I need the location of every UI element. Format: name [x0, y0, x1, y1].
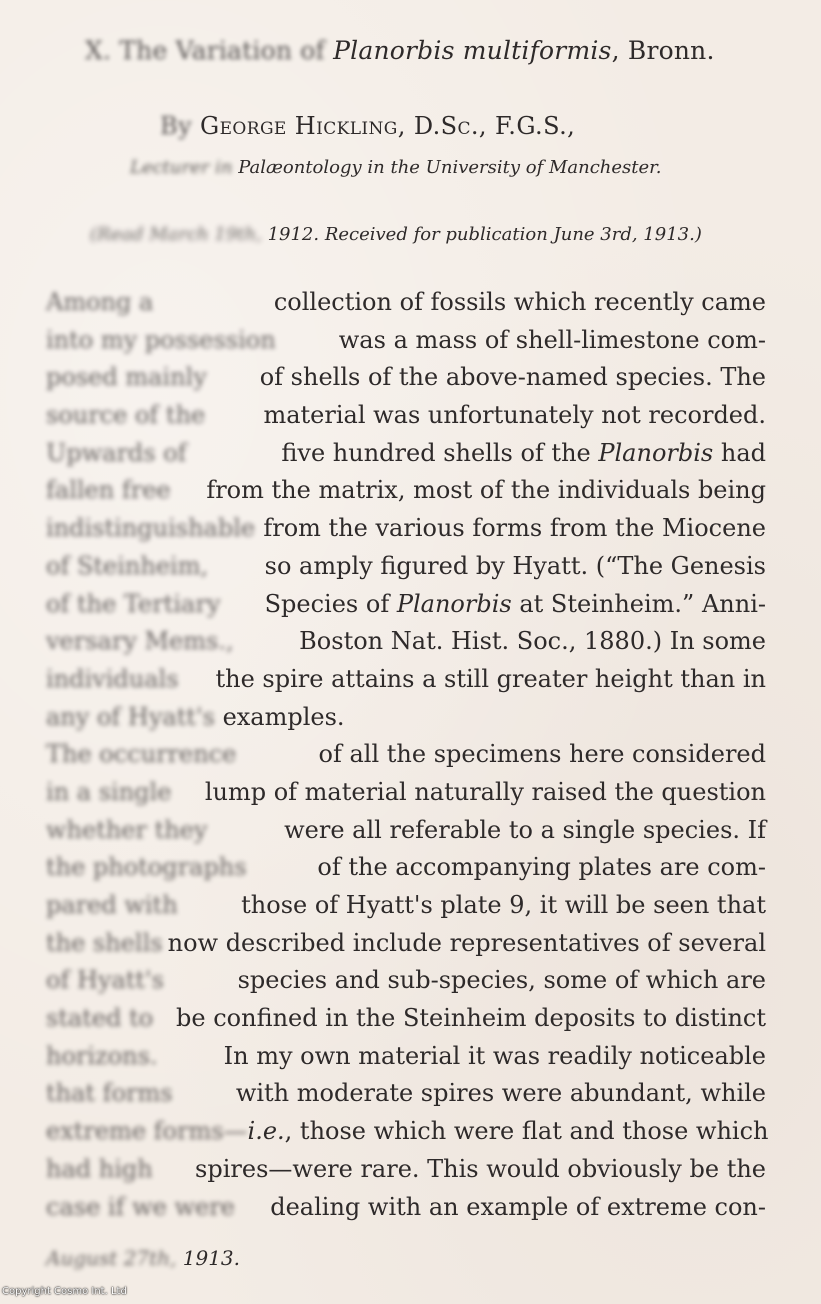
received-prefix: (Read March 19th, — [90, 224, 262, 245]
text-line — [46, 472, 766, 510]
text-line-lead: the photographs — [46, 853, 247, 882]
received-dates — [90, 224, 702, 245]
text-line — [46, 774, 766, 812]
author-prefix: By — [160, 112, 192, 140]
text-line-rest: now described include representatives of several — [167, 928, 766, 957]
spacer — [215, 699, 223, 737]
text-line-rest: collection of fossils which recently came — [273, 288, 766, 316]
text-line — [46, 962, 766, 1000]
text-line-lead: whether they — [46, 815, 208, 844]
text-line — [46, 359, 766, 397]
text-line-lead: stated to — [46, 1004, 154, 1033]
text-line-lead: extreme forms— — [46, 1117, 248, 1146]
text-line-lead: Among a — [46, 288, 154, 316]
text-line-lead: of the Tertiary — [46, 589, 221, 618]
text-line-lead: the shells — [46, 928, 163, 957]
text-line — [46, 1151, 766, 1189]
text-line-rest: from the various forms from the Miocene — [263, 514, 766, 543]
text-line-rest: spires—were rare. This would obviously be the — [195, 1154, 766, 1183]
text-line — [46, 510, 766, 548]
affiliation-rest: Palæontology in the University of Manchester. — [238, 157, 662, 178]
author-name: George Hickling, D.Sc., F.G.S., — [200, 112, 576, 140]
text-line-rest: be confined in the Steinheim deposits to distinct — [176, 1004, 766, 1033]
text-line — [46, 699, 766, 737]
footer-date-year: 1913. — [182, 1246, 241, 1270]
text-line-lead: of Steinheim, — [46, 551, 209, 580]
text-line-rest: from the matrix, most of the individuals being — [206, 476, 766, 505]
text-line — [46, 925, 766, 963]
affiliation-prefix: Lecturer in — [130, 157, 233, 178]
text-line-lead: any of Hyatt's — [46, 702, 215, 731]
text-line — [46, 736, 766, 774]
text-line — [46, 586, 766, 624]
text-line-rest: of the accompanying plates are com- — [317, 853, 766, 882]
text-line — [46, 1000, 766, 1038]
text-line — [46, 397, 766, 435]
text-line-rest: of all the specimens here considered — [318, 740, 766, 769]
received-rest: 1912. Received for publication June 3rd, 1913.) — [267, 224, 702, 245]
text-line-rest: material was unfortunately not recorded. — [263, 401, 766, 430]
text-line-rest: with moderate spires were abundant, while — [235, 1079, 766, 1108]
text-line — [46, 661, 766, 699]
text-line — [46, 284, 766, 322]
title-prefix: X. The Variation of — [85, 36, 325, 65]
text-line-rest: the spire attains a still greater height than in — [215, 664, 766, 693]
text-line-lead: Upwards of — [46, 438, 187, 467]
text-line — [46, 887, 766, 925]
text-line-rest: i.e., those which were flat and those which — [247, 1117, 769, 1146]
text-line-rest: examples. — [222, 702, 345, 731]
text-line-lead: source of the — [46, 401, 206, 430]
text-line — [46, 1075, 766, 1113]
text-line — [46, 1038, 766, 1076]
text-line-rest: was a mass of shell-limestone com- — [338, 325, 766, 354]
title-suffix: , Bronn. — [611, 36, 715, 65]
text-line-lead: in a single — [46, 777, 172, 806]
text-line-rest: Species of Planorbis at Steinheim.” Anni- — [264, 589, 766, 618]
text-line-rest: In my own material it was readily noticeable — [223, 1041, 766, 1070]
text-line-rest: dealing with an example of extreme con- — [270, 1192, 766, 1221]
copyright-watermark: Copyright Cosmo Int. Ltd — [2, 1286, 127, 1297]
text-line-lead: individuals — [46, 664, 179, 693]
article-body — [46, 284, 769, 1226]
text-line — [46, 1189, 766, 1227]
text-line-lead: pared with — [46, 891, 178, 919]
text-line — [46, 548, 766, 586]
text-line-lead: posed mainly — [46, 363, 207, 392]
text-line-rest: of shells of the above-named species. The — [259, 363, 766, 392]
text-line-lead: had high — [46, 1154, 153, 1183]
text-line — [46, 322, 766, 360]
text-line — [46, 812, 766, 850]
text-line-lead: horizons. — [46, 1041, 158, 1070]
text-line-rest: lump of material naturally raised the question — [204, 777, 766, 806]
text-line-rest: Boston Nat. Hist. Soc., 1880.) In some — [299, 627, 766, 656]
text-line-lead: case if we were — [46, 1192, 235, 1221]
text-line-rest: so amply figured by Hyatt. (“The Genesis — [264, 551, 766, 580]
title-species: Planorbis multiformis — [333, 36, 612, 65]
text-line-lead: fallen free — [46, 476, 171, 505]
text-line-lead: indistinguishable — [46, 514, 256, 543]
article-title — [85, 36, 745, 65]
text-line — [46, 849, 766, 887]
text-line-rest: five hundred shells of the Planorbis had — [281, 438, 766, 467]
author-line — [160, 112, 575, 140]
text-line-lead: of Hyatt's — [46, 966, 164, 995]
text-line-rest: were all referable to a single species. If — [284, 815, 766, 844]
page-footer-date — [46, 1246, 240, 1270]
text-line — [46, 623, 766, 661]
text-line-lead: versary Mems., — [46, 627, 234, 656]
text-line — [46, 1113, 769, 1151]
text-line-lead: into my possession — [46, 325, 276, 354]
text-line-rest: those of Hyatt's plate 9, it will be seen that — [241, 891, 766, 919]
text-line — [46, 435, 766, 473]
footer-date-prefix: August 27th, — [46, 1246, 177, 1270]
text-line-lead: The occurrence — [46, 740, 237, 769]
text-line-lead: that forms — [46, 1079, 173, 1108]
text-line-rest: species and sub-species, some of which are — [237, 966, 766, 995]
author-affiliation — [130, 157, 662, 178]
